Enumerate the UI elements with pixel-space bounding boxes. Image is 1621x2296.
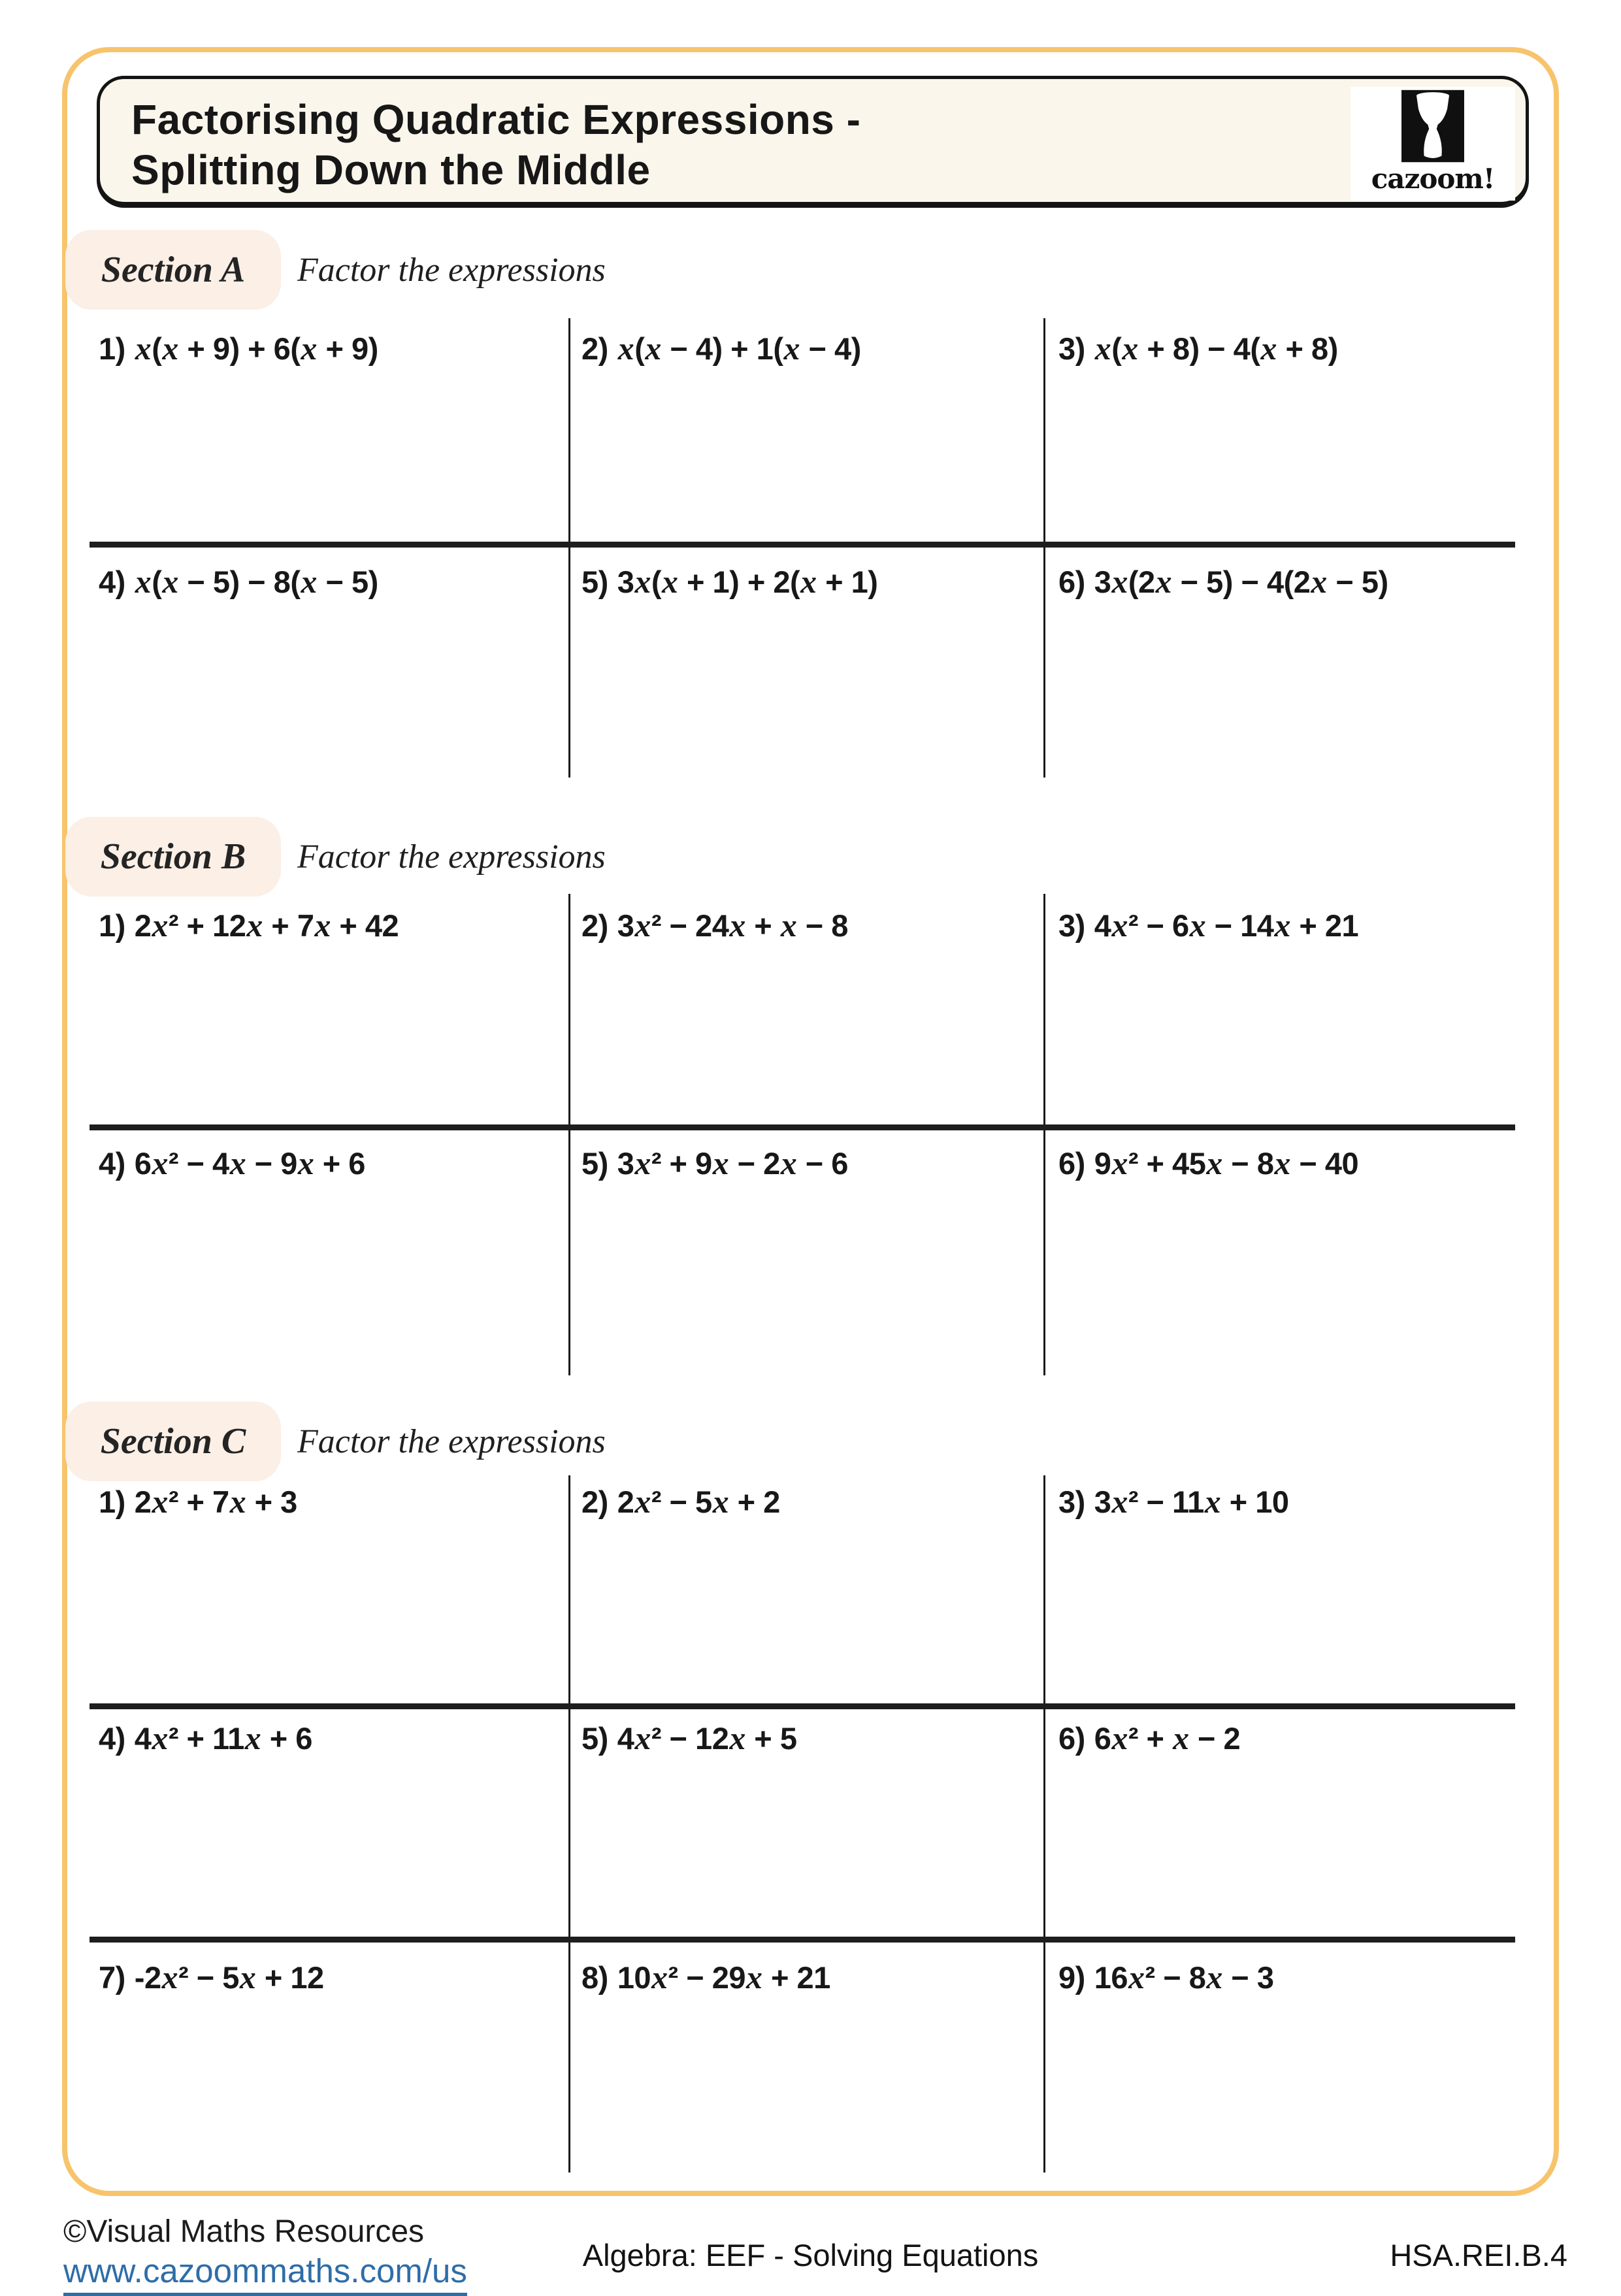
problem-number: 7) xyxy=(99,1960,125,1995)
problem-cell xyxy=(1058,563,1388,600)
problem-expression: 3x² + 9x − 2x − 6 xyxy=(617,1145,848,1181)
problem-number: 3) xyxy=(1058,331,1085,366)
problem-number: 1) xyxy=(99,908,125,943)
problem-expression: 6x² − 4x − 9x + 6 xyxy=(134,1145,365,1181)
column-divider xyxy=(1043,894,1045,1375)
problem-cell xyxy=(99,563,378,600)
problem-expression: 6x² + x − 2 xyxy=(1094,1720,1241,1756)
section-b-grid xyxy=(90,894,1515,1375)
problem-expression: 3x(2x − 5) − 4(2x − 5) xyxy=(1094,564,1388,600)
problem-expression: 3x(x + 1) + 2(x + 1) xyxy=(617,564,878,600)
problem-cell xyxy=(581,1959,830,1996)
problem-cell xyxy=(1058,1483,1289,1520)
footer-website-link[interactable]: www.cazoommaths.com/us xyxy=(63,2252,467,2296)
problem-cell xyxy=(99,1483,297,1520)
problem-number: 3) xyxy=(1058,908,1085,943)
row-divider xyxy=(90,1703,1515,1709)
problem-number: 2) xyxy=(581,331,608,366)
problem-cell xyxy=(1058,330,1338,367)
problem-expression: 4x² − 12x + 5 xyxy=(617,1720,797,1756)
problem-expression: x(x + 8) − 4(x + 8) xyxy=(1094,331,1338,367)
column-divider xyxy=(568,1475,570,2173)
problem-cell xyxy=(581,563,877,600)
section-b-label: Section B xyxy=(65,817,281,896)
problem-expression: 2x² + 12x + 7x + 42 xyxy=(134,908,399,943)
row-divider xyxy=(90,542,1515,548)
page-title-line2: Splitting Down the Middle xyxy=(131,146,651,193)
problem-expression: 3x² − 11x + 10 xyxy=(1094,1484,1289,1520)
problem-cell xyxy=(99,907,399,944)
problem-cell xyxy=(1058,907,1358,944)
problem-number: 1) xyxy=(99,331,125,366)
problem-number: 3) xyxy=(1058,1484,1085,1519)
section-b-instruction: Factor the expressions xyxy=(297,838,606,876)
page-title-line1: Factorising Quadratic Expressions - xyxy=(131,96,861,143)
problem-expression: x(x − 5) − 8(x − 5) xyxy=(135,564,378,600)
section-a-label: Section A xyxy=(65,230,281,310)
problem-number: 6) xyxy=(1058,1146,1085,1181)
section-a-grid xyxy=(90,318,1515,778)
column-divider xyxy=(568,894,570,1375)
problem-expression: -2x² − 5x + 12 xyxy=(134,1960,324,1995)
problem-number: 4) xyxy=(99,565,125,599)
cazoom-logo-text: cazoom! xyxy=(1371,163,1495,195)
problem-number: 5) xyxy=(581,565,608,599)
problem-expression: x(x + 9) + 6(x + 9) xyxy=(135,331,378,367)
problem-cell xyxy=(581,1720,796,1757)
problem-expression: x(x − 4) + 1(x − 4) xyxy=(617,331,861,367)
problem-expression: 4x² + 11x + 6 xyxy=(134,1720,312,1756)
section-a-instruction: Factor the expressions xyxy=(297,251,606,289)
problem-number: 1) xyxy=(99,1484,125,1519)
problem-cell xyxy=(1058,1145,1358,1182)
row-divider xyxy=(90,1124,1515,1130)
problem-number: 2) xyxy=(581,908,608,943)
problem-number: 2) xyxy=(581,1484,608,1519)
problem-expression: 2x² + 7x + 3 xyxy=(134,1484,297,1520)
problem-number: 4) xyxy=(99,1146,125,1181)
problem-number: 5) xyxy=(581,1146,608,1181)
problem-cell xyxy=(581,330,861,367)
problem-cell xyxy=(99,330,378,367)
title-box xyxy=(97,76,1529,205)
problem-expression: 16x² − 8x − 3 xyxy=(1094,1960,1274,1995)
problem-number: 4) xyxy=(99,1721,125,1756)
problem-cell xyxy=(99,1720,312,1757)
footer-standard-code: HSA.REI.B.4 xyxy=(1390,2238,1567,2272)
problem-cell xyxy=(99,1145,365,1182)
problem-number: 9) xyxy=(1058,1960,1085,1995)
problem-expression: 2x² − 5x + 2 xyxy=(617,1484,780,1520)
footer-category: Algebra: EEF - Solving Equations xyxy=(582,2238,1039,2272)
problem-expression: 4x² − 6x − 14x + 21 xyxy=(1094,908,1359,943)
problem-cell xyxy=(99,1959,324,1996)
column-divider xyxy=(568,318,570,778)
problem-cell xyxy=(581,1145,848,1182)
problem-number: 8) xyxy=(581,1960,608,1995)
problem-cell xyxy=(581,907,848,944)
problem-number: 6) xyxy=(1058,1721,1085,1756)
problem-number: 6) xyxy=(1058,565,1085,599)
column-divider xyxy=(1043,318,1045,778)
section-c-instruction: Factor the expressions xyxy=(297,1422,606,1460)
section-c-grid xyxy=(90,1475,1515,2173)
footer-copyright: ©Visual Maths Resources xyxy=(63,2214,425,2249)
problem-expression: 9x² + 45x − 8x − 40 xyxy=(1094,1145,1359,1181)
column-divider xyxy=(1043,1475,1045,2173)
problem-cell xyxy=(581,1483,780,1520)
cazoom-logo xyxy=(1351,87,1515,201)
page-title xyxy=(131,95,860,195)
djembe-drum-icon xyxy=(1401,90,1464,163)
problem-cell xyxy=(1058,1959,1273,1996)
problem-expression: 3x² − 24x + x − 8 xyxy=(617,908,848,943)
section-c-label: Section C xyxy=(65,1402,281,1481)
row-divider xyxy=(90,1937,1515,1943)
problem-expression: 10x² − 29x + 21 xyxy=(617,1960,830,1995)
problem-cell xyxy=(1058,1720,1240,1757)
problem-number: 5) xyxy=(581,1721,608,1756)
